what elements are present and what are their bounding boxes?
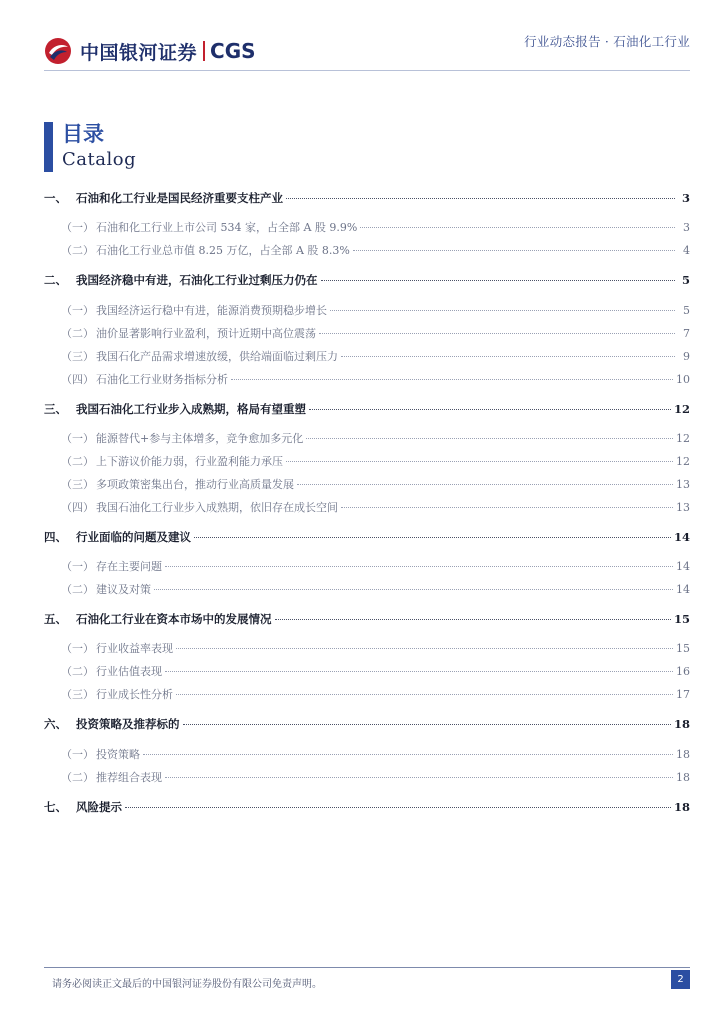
page-title: 目录: [62, 121, 104, 146]
toc-dot-leader: [231, 379, 673, 380]
toc-entry[interactable]: [44, 272, 690, 292]
report-type-separator: ·: [604, 34, 610, 49]
toc-entry-page: 5: [683, 304, 690, 317]
toc-dot-leader: [125, 807, 671, 808]
toc-entry-title: 上下游议价能力弱，行业盈利能力承压: [96, 455, 283, 468]
toc-entry-page: 16: [676, 665, 690, 678]
toc-entry-page: 18: [676, 771, 690, 784]
toc-entry-page: 13: [676, 501, 690, 514]
toc-dot-leader: [341, 507, 673, 508]
toc-dot-leader: [341, 356, 675, 357]
toc-entry-page: 12: [676, 432, 690, 445]
toc-entry-number: （三）: [61, 478, 94, 491]
toc-entry[interactable]: [44, 348, 690, 368]
toc-dot-leader: [286, 198, 675, 199]
toc-entry-page: 9: [683, 350, 690, 363]
toc-entry-title: 我国经济运行稳中有进，能源消费预期稳步增长: [96, 304, 327, 317]
toc-entry-number: （二）: [61, 771, 94, 784]
toc-dot-leader: [165, 566, 673, 567]
toc-entry-title: 油价显著影响行业盈利，预计近期中高位震荡: [96, 327, 316, 340]
toc-entry[interactable]: [44, 371, 690, 391]
toc-entry[interactable]: [44, 499, 690, 519]
toc-entry-number: 二、: [44, 273, 67, 287]
toc-entry[interactable]: [44, 430, 690, 450]
toc-entry[interactable]: [44, 611, 690, 631]
header-divider: [44, 70, 690, 71]
toc-entry[interactable]: [44, 190, 690, 210]
toc-entry[interactable]: [44, 799, 690, 819]
toc-entry-number: （四）: [61, 373, 94, 386]
page-header: [0, 0, 724, 72]
toc-dot-leader: [321, 280, 676, 281]
toc-entry-number: （二）: [61, 455, 94, 468]
toc-entry-number: 五、: [44, 612, 67, 626]
toc-entry-page: 17: [676, 688, 690, 701]
toc-entry-title: 石油化工行业总市值 8.25 万亿，占全部 A 股 8.3%: [96, 244, 350, 257]
toc-entry-page: 12: [676, 455, 690, 468]
toc-entry-page: 4: [683, 244, 690, 257]
toc-entry[interactable]: [44, 302, 690, 322]
toc-entry[interactable]: [44, 529, 690, 549]
logo-text-en: CGS: [210, 39, 256, 63]
toc-entry-title: 石油化工行业财务指标分析: [96, 373, 228, 386]
toc-entry-number: （四）: [61, 501, 94, 514]
toc-entry[interactable]: [44, 581, 690, 601]
toc-entry-number: （三）: [61, 688, 94, 701]
toc-entry-number: （三）: [61, 350, 94, 363]
cgs-logo-mark-icon: [44, 37, 72, 65]
toc-entry-title: 行业估值表现: [96, 665, 162, 678]
toc-entry-number: （一）: [61, 432, 94, 445]
report-type-label: [524, 32, 690, 50]
toc-dot-leader: [183, 724, 671, 725]
toc-dot-leader: [286, 461, 673, 462]
report-type: 行业动态报告: [524, 34, 601, 49]
toc-entry-title: 建议及对策: [96, 583, 151, 596]
toc-entry-number: （一）: [61, 560, 94, 573]
toc-entry[interactable]: [44, 401, 690, 421]
toc-entry-page: 14: [673, 530, 690, 544]
toc-entry-number: 三、: [44, 402, 67, 416]
toc-entry-number: （二）: [61, 244, 94, 257]
page-subtitle: Catalog: [62, 149, 137, 170]
toc-entry-page: 15: [676, 642, 690, 655]
toc-dot-leader: [319, 333, 675, 334]
toc-entry-title: 行业收益率表现: [96, 642, 173, 655]
footer-divider: [44, 967, 690, 968]
toc-entry-page: 18: [673, 800, 690, 814]
toc-entry-page: 12: [673, 402, 690, 416]
title-accent-bar: [44, 122, 53, 172]
toc-entry-title: 能源替代+参与主体增多，竞争愈加多元化: [96, 432, 304, 445]
toc-entry-title: 石油和化工行业上市公司 534 家，占全部 A 股 9.9%: [96, 221, 358, 234]
toc-dot-leader: [360, 227, 675, 228]
industry-name: 石油化工行业: [613, 34, 690, 49]
toc-entry[interactable]: [44, 746, 690, 766]
toc-dot-leader: [165, 777, 673, 778]
toc-entry-page: 14: [676, 583, 690, 596]
logo-text-cn: 中国银河证券: [80, 41, 198, 64]
toc-dot-leader: [154, 589, 673, 590]
toc-entry-number: （二）: [61, 583, 94, 596]
toc-entry-title: 投资策略: [96, 748, 140, 761]
toc-entry-page: 14: [676, 560, 690, 573]
toc-entry[interactable]: [44, 769, 690, 789]
toc-entry-title: 存在主要问题: [96, 560, 162, 573]
toc-entry-title: 我国石油化工行业步入成熟期，依旧存在成长空间: [96, 501, 338, 514]
toc-entry[interactable]: [44, 325, 690, 345]
toc-entry-number: （一）: [61, 221, 94, 234]
toc-entry-page: 5: [681, 273, 690, 287]
toc-entry[interactable]: [44, 476, 690, 496]
toc-entry-title: 行业成长性分析: [96, 688, 173, 701]
toc-dot-leader: [353, 250, 675, 251]
toc-entry[interactable]: [44, 686, 690, 706]
toc-dot-leader: [309, 409, 671, 410]
toc-dot-leader: [194, 537, 671, 538]
toc-dot-leader: [176, 694, 673, 695]
logo-divider: [203, 41, 205, 61]
toc-entry-number: （一）: [61, 304, 94, 317]
toc-dot-leader: [297, 484, 673, 485]
toc-dot-leader: [143, 754, 673, 755]
cgs-logo: [44, 36, 256, 66]
toc-entry-title: 多项政策密集出台，推动行业高质量发展: [96, 478, 294, 491]
toc-entry-number: 一、: [44, 191, 67, 205]
toc-entry-title: 石油和化工行业是国民经济重要支柱产业: [76, 191, 283, 205]
toc-entry-page: 18: [676, 748, 690, 761]
toc-entry[interactable]: [44, 558, 690, 578]
toc-dot-leader: [176, 648, 673, 649]
toc-entry[interactable]: [44, 663, 690, 683]
toc-dot-leader: [330, 310, 675, 311]
toc-entry-page: 10: [676, 373, 690, 386]
toc-dot-leader: [165, 671, 673, 672]
toc-entry-page: 13: [676, 478, 690, 491]
toc-entry[interactable]: [44, 219, 690, 239]
toc-entry[interactable]: [44, 640, 690, 660]
toc-entry-title: 风险提示: [76, 800, 122, 814]
toc-entry-number: 七、: [44, 800, 67, 814]
toc-entry-number: （一）: [61, 642, 94, 655]
toc-entry-page: 3: [683, 221, 690, 234]
toc-entry-page: 15: [673, 612, 690, 626]
toc-dot-leader: [275, 619, 671, 620]
toc-entry-number: （一）: [61, 748, 94, 761]
page-number: 2: [671, 970, 690, 989]
footer-disclaimer: 请务必阅读正文最后的中国银河证券股份有限公司免责声明。: [52, 979, 322, 990]
toc-dot-leader: [306, 438, 673, 439]
toc-entry[interactable]: [44, 242, 690, 262]
toc-entry-number: （二）: [61, 665, 94, 678]
toc-entry-page: 7: [683, 327, 690, 340]
toc-entry-title: 石油化工行业在资本市场中的发展情况: [76, 612, 272, 626]
toc-entry-number: 六、: [44, 717, 67, 731]
toc-entry-title: 投资策略及推荐标的: [76, 717, 180, 731]
toc-entry[interactable]: [44, 716, 690, 736]
toc-entry-title: 我国经济稳中有进，石油化工行业过剩压力仍在: [76, 273, 318, 287]
toc-entry-page: 18: [673, 717, 690, 731]
toc-entry-number: 四、: [44, 530, 67, 544]
toc-entry-page: 3: [681, 191, 690, 205]
toc-entry[interactable]: [44, 453, 690, 473]
toc-entry-title: 我国石油化工行业步入成熟期，格局有望重塑: [76, 402, 306, 416]
toc-entry-title: 推荐组合表现: [96, 771, 162, 784]
toc-entry-number: （二）: [61, 327, 94, 340]
toc-entry-title: 行业面临的问题及建议: [76, 530, 191, 544]
toc-entry-title: 我国石化产品需求增速放缓，供给端面临过剩压力: [96, 350, 338, 363]
